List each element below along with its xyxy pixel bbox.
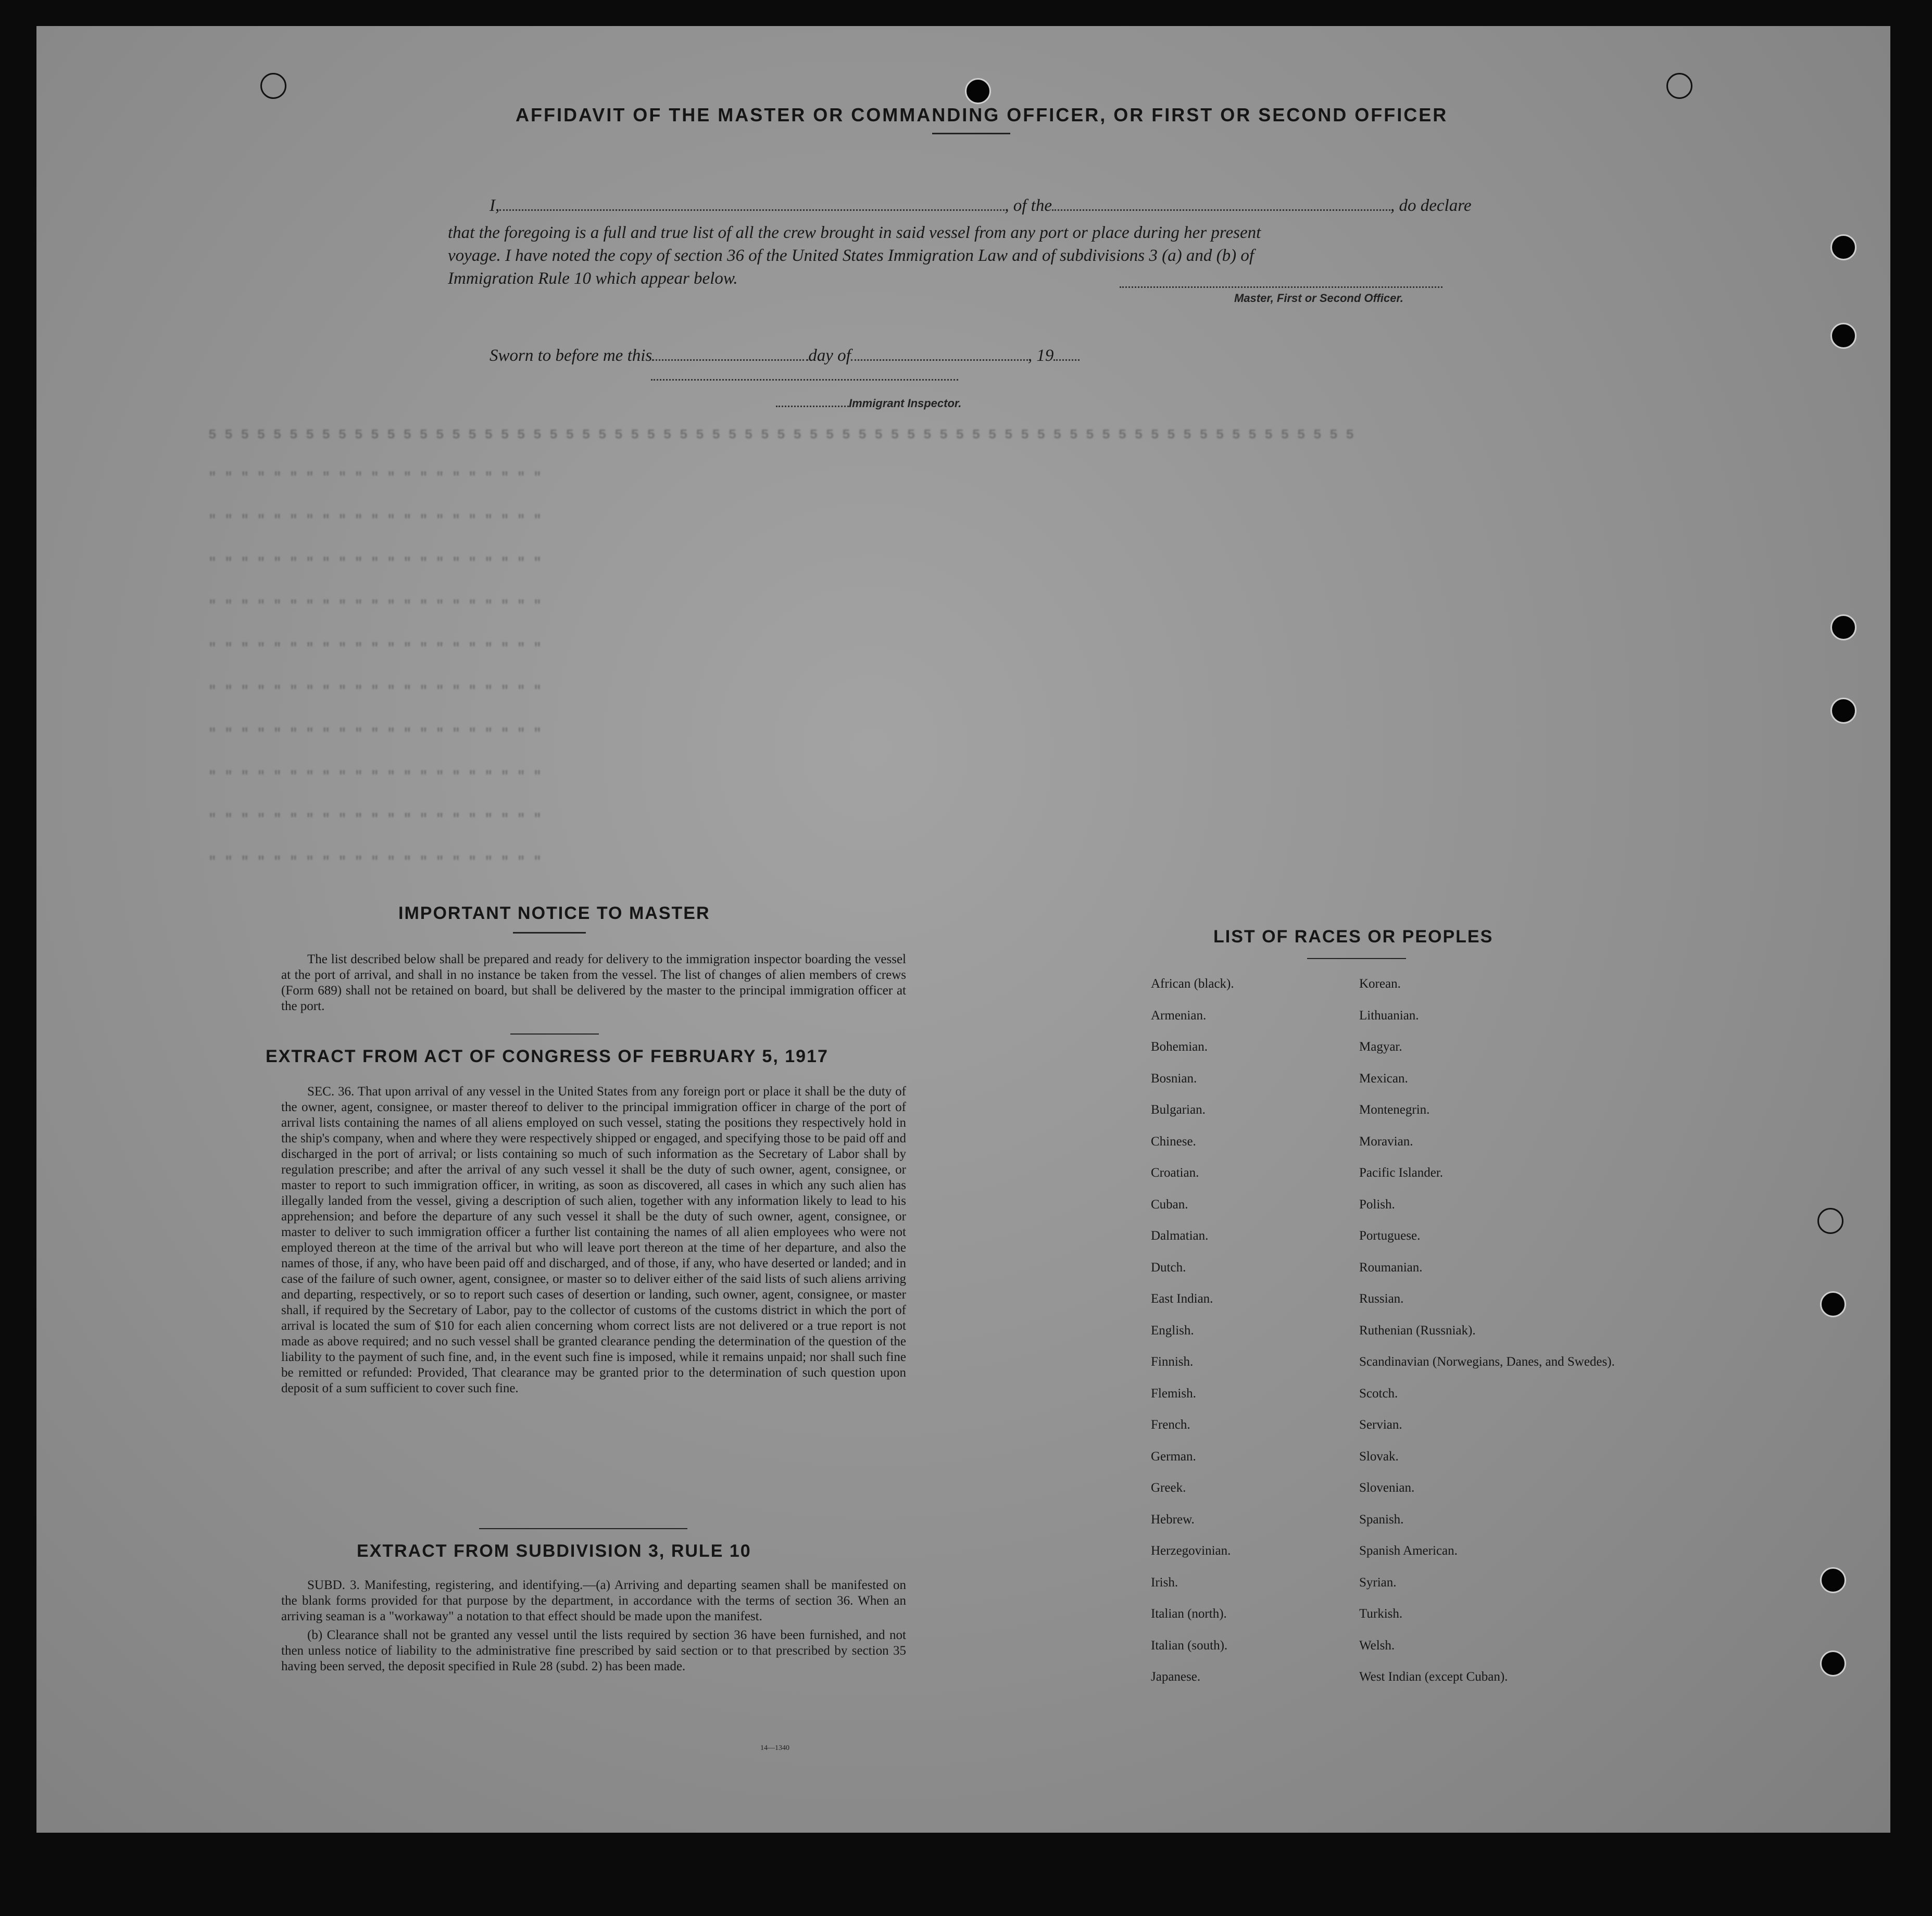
inspector-caption: Immigrant Inspector.	[776, 397, 961, 410]
sworn-line	[490, 344, 1080, 368]
vessel-prefix: , of the	[1005, 196, 1052, 215]
race-item: Montenegrin.	[1359, 1103, 1430, 1117]
race-item: Finnish.	[1151, 1355, 1194, 1369]
race-item: Bosnian.	[1151, 1071, 1197, 1086]
race-item: Pacific Islander.	[1359, 1166, 1444, 1180]
notice-heading: IMPORTANT NOTICE TO MASTER	[398, 903, 710, 923]
punch-hole-top-left	[260, 73, 286, 99]
affidavit-line-2: that the foregoing is a full and true list of all the crew brought in said vessel from any port or place during her present	[448, 223, 1261, 242]
race-item: Portuguese.	[1359, 1229, 1421, 1243]
declarant-prefix: I,	[490, 196, 500, 215]
rule-text	[281, 1578, 906, 1678]
race-item: French.	[1151, 1418, 1190, 1432]
bleedthrough-text: 5 5 5 5 5 5 5 5 5 5 5 5 5 5 5 5 5 5 5 5 5 5 5 5 5 5 5 5 5 5 5 5 5 5 5 5 5 5 5 5 5 5 5 5 5 5 5 5 5 5 5 5 5 5 5 5 5 5 5 5 5 5 5 5 5 5 5 5 5 5 5 " " " " " " " " " " " " " " " " " " " " " " " " " " " " " " " " " " " " " " " " " " " " " " " " " " " " " " " " " " " " " " " " " " " " " " " " " " " " " " " " " " " " " " " " " " " " " " " " " " " " " " " " " " " " " " " " " " " " " " " " " " " " " " " " " " " " " " " " " " " " " " " " " " " " " " " " " " " " " " " " " " " " " " " " " " " " " " " " " " " " " " " " " " " " " " " " " " " " " " " " " " " " " " " " " "	[208, 427, 1354, 869]
race-item: Chinese.	[1151, 1134, 1196, 1149]
sworn-month-field[interactable]	[851, 359, 1028, 361]
rule-heading: EXTRACT FROM SUBDIVISION 3, RULE 10	[357, 1541, 751, 1561]
affidavit-line-4: Immigration Rule 10 which appear below.	[448, 269, 738, 288]
race-item: Magyar.	[1359, 1040, 1402, 1054]
notice-rule	[510, 1033, 599, 1035]
act-heading: EXTRACT FROM ACT OF CONGRESS OF FEBRUARY 5, 1917	[266, 1047, 829, 1066]
race-item: Ruthenian (Russniak).	[1359, 1323, 1476, 1338]
race-item: West Indian (except Cuban).	[1359, 1670, 1508, 1684]
punch-hole-top-center	[965, 78, 991, 104]
race-item: Dalmatian.	[1151, 1229, 1209, 1243]
race-item: Slovak.	[1359, 1449, 1399, 1464]
sworn-year-prefix: , 19	[1027, 346, 1054, 365]
race-item: Armenian.	[1151, 1008, 1207, 1023]
race-item: East Indian.	[1151, 1292, 1213, 1306]
race-item: Japanese.	[1151, 1670, 1201, 1684]
punch-hole-right-7	[1820, 1567, 1846, 1593]
notice-underline	[513, 932, 586, 934]
race-item: Bohemian.	[1151, 1040, 1208, 1054]
vessel-name-field[interactable]	[1052, 209, 1390, 211]
race-item: Mexican.	[1359, 1071, 1408, 1086]
title-underline	[932, 133, 1010, 134]
race-item: Spanish.	[1359, 1512, 1404, 1527]
race-item: Croatian.	[1151, 1166, 1199, 1180]
race-item: German.	[1151, 1449, 1196, 1464]
race-item: English.	[1151, 1323, 1194, 1338]
act-rule	[479, 1528, 687, 1529]
races-right-column	[1359, 977, 1615, 1701]
race-item: Herzegovinian.	[1151, 1544, 1231, 1558]
affidavit-line-3: voyage. I have noted the copy of section 36 of the United States Immigration Law and of subdivisions 3 (a) and (b) of	[448, 246, 1254, 265]
punch-hole-right-1	[1830, 234, 1856, 260]
act-text	[281, 1084, 906, 1400]
signature-line[interactable]	[1120, 286, 1442, 288]
declare-text: , do declare	[1390, 196, 1472, 215]
affidavit-line-1	[490, 194, 1510, 218]
race-item: Scandinavian (Norwegians, Danes, and Swedes).	[1359, 1355, 1615, 1369]
race-item: Polish.	[1359, 1197, 1395, 1212]
race-item: Servian.	[1359, 1418, 1402, 1432]
race-item: Dutch.	[1151, 1260, 1186, 1275]
inspector-signature-line[interactable]	[651, 379, 958, 381]
punch-hole-right-3	[1830, 614, 1856, 640]
race-item: Roumanian.	[1359, 1260, 1423, 1275]
signature-caption: Master, First or Second Officer.	[1234, 292, 1403, 305]
sworn-day-of: day of	[808, 346, 851, 365]
punch-hole-top-right	[1666, 73, 1692, 99]
race-item: Hebrew.	[1151, 1512, 1195, 1527]
punch-hole-right-5	[1817, 1208, 1843, 1234]
affidavit-title: AFFIDAVIT OF THE MASTER OR COMMANDING OFFICER, OR FIRST OR SECOND OFFICER	[516, 104, 1448, 125]
form-number: 14—1340	[760, 1744, 789, 1752]
race-item: Scotch.	[1359, 1386, 1398, 1401]
manifest-page	[36, 26, 1890, 1833]
rule-paragraph-a: SUBD. 3. Manifesting, registering, and identifying.—(a) Arriving and departing seamen shall be manifested on the blank forms provided for that purpose by the department, in accordance with the terms of section 36. When an arriving seaman is a "workaway" a notation to that effect should be made upon the manifest.	[281, 1578, 906, 1623]
races-heading: LIST OF RACES OR PEOPLES	[1213, 927, 1494, 947]
race-item: Spanish American.	[1359, 1544, 1458, 1558]
race-item: African (black).	[1151, 977, 1234, 991]
race-item: Lithuanian.	[1359, 1008, 1419, 1023]
races-underline	[1307, 958, 1406, 959]
punch-hole-right-4	[1830, 698, 1856, 724]
notice-text	[281, 952, 906, 1017]
race-item: Welsh.	[1359, 1638, 1395, 1653]
race-item: Greek.	[1151, 1481, 1186, 1495]
race-item: Turkish.	[1359, 1607, 1403, 1621]
race-item: Irish.	[1151, 1575, 1178, 1590]
sworn-year-field[interactable]	[1053, 359, 1080, 361]
race-item: Syrian.	[1359, 1575, 1397, 1590]
race-item: Moravian.	[1359, 1134, 1413, 1149]
race-item: Italian (north).	[1151, 1607, 1227, 1621]
race-item: Russian.	[1359, 1292, 1404, 1306]
race-item: Italian (south).	[1151, 1638, 1228, 1653]
race-item: Slovenian.	[1359, 1481, 1415, 1495]
sworn-prefix: Sworn to before me this	[490, 346, 653, 365]
rule-paragraph-b: (b) Clearance shall not be granted any vessel until the lists required by section 36 have been furnished, and not then unless notice of liability to the administrative fine prescribed by said section or to that prescribed by section 35 having been served, the deposit specified in Rule 28 (subd. 2) has been made.	[281, 1628, 906, 1673]
punch-hole-right-8	[1820, 1650, 1846, 1677]
race-item: Bulgarian.	[1151, 1103, 1206, 1117]
punch-hole-right-6	[1820, 1291, 1846, 1317]
notice-paragraph: The list described below shall be prepared and ready for delivery to the immigration inspector boarding the vessel at the port of arrival, and shall in no instance be taken from the vessel. The list of changes of alien members of crews (Form 689) shall not be retained on board, but shall be delivered by the master to the principal immigration officer at the port.	[281, 952, 906, 1013]
race-item: Korean.	[1359, 977, 1401, 991]
declarant-name-field[interactable]	[499, 209, 1005, 211]
race-item: Flemish.	[1151, 1386, 1196, 1401]
punch-hole-right-2	[1830, 323, 1856, 349]
sworn-day-field[interactable]	[652, 359, 808, 361]
act-paragraph: SEC. 36. That upon arrival of any vessel in the United States from any foreign port or place it shall be the duty of the owner, agent, consignee, or master thereof to deliver to the principal immigration officer in charge of the port of arrival lists containing the names of all aliens employed on such vessel, stating the positions they respectively hold in the ship's company, when and where they were respectively shipped or engaged, and specifying those to be paid off and discharged in the port of arrival; or lists containing so much of such information as the Secretary of Labor shall by regulation prescribe; and after the arrival of any such vessel it shall be the duty of such owner, agent, consignee, or master to report to such immigration officer, in writing, as soon as discovered, all cases in which any such alien has illegally landed from the vessel, giving a description of such alien, together with any information likely to lead to his apprehension; and before the departure of any such vessel it shall be the duty of such owner, agent, consignee, or master to deliver to such immigration officer a further list containing the names of all alien employees who were not employed thereon at the time of the arrival but who will leave port thereon at the time of her departure, and also the names of those, if any, who have been paid off and discharged, and of those, if any, who have deserted or landed; and in case of the failure of such owner, agent, consignee, or master so to deliver either of the said lists of such aliens arriving and departing, respectively, or so to report such cases of desertion or landing, such owner, agent, consignee, or master shall, if required by the Secretary of Labor, pay to the collector of customs of the customs district in which the port of arrival is located the sum of $10 for each alien concerning whom correct lists are not delivered or a true report is not made as above required; and no such vessel shall be granted clearance pending the determination of the question of the liability to the payment of such fine, and, in the event such fine is imposed, while it remains unpaid; nor shall such fine be remitted or refunded: Provided, That clearance may be granted prior to the determination of such question upon deposit of a sum sufficient to cover such fine.	[281, 1085, 906, 1395]
races-left-column	[1151, 977, 1234, 1701]
race-item: Cuban.	[1151, 1197, 1188, 1212]
